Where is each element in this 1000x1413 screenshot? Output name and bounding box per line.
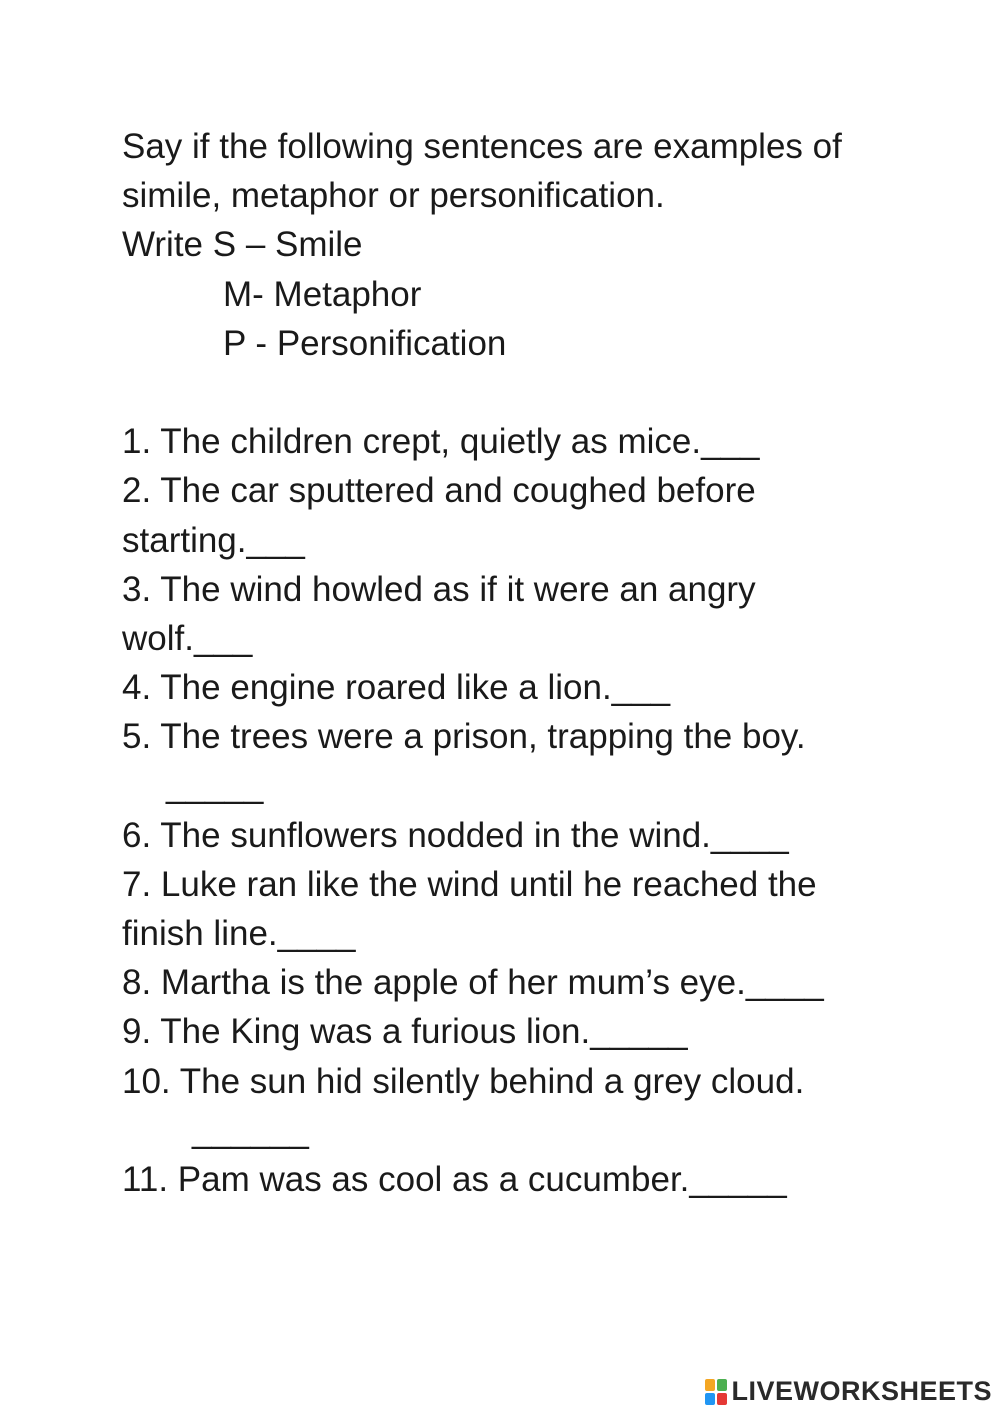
instruction-line-2: simile, metaphor or personification. [122, 176, 665, 216]
question-1: 1. The children crept, quietly as mice.___ [122, 422, 760, 462]
instruction-line-1: Say if the following sentences are examples of [122, 127, 842, 166]
question-11: 11. Pam was as cool as a cucumber._____ [122, 1159, 787, 1199]
logo-square-3 [705, 1393, 715, 1405]
question-4: 4. The engine roared like a lion.___ [122, 668, 671, 708]
logo-square-2 [717, 1379, 727, 1391]
question-8: 8. Martha is the apple of her mum’s eye.____ [122, 963, 824, 1003]
question-5-blank: _____ [166, 766, 264, 806]
question-10-blank: ______ [192, 1110, 309, 1150]
question-6: 6. The sunflowers nodded in the wind.____ [122, 815, 789, 855]
liveworksheets-brand[interactable] [705, 1376, 992, 1407]
question-7: 7. Luke ran like the wind until he reached the [122, 864, 817, 904]
question-5: 5. The trees were a prison, trapping the boy. [122, 717, 806, 757]
question-10: 10. The sun hid silently behind a grey cloud. [122, 1061, 805, 1101]
logo-square-4 [717, 1393, 727, 1405]
liveworksheets-logo-icon [705, 1379, 727, 1405]
question-3-continued: wolf.___ [122, 618, 253, 658]
spacer [122, 368, 922, 417]
brand-name: LIVEWORKSHEETS [731, 1376, 992, 1406]
question-3: 3. The wind howled as if it were an angry [122, 569, 756, 609]
instruction-line-3: Write S – Smile [122, 225, 363, 265]
logo-square-1 [705, 1379, 715, 1391]
instruction-line-5: P - Personification [223, 323, 507, 363]
question-2-continued: starting.___ [122, 520, 305, 560]
worksheet [122, 122, 922, 1204]
instruction-line-4: M- Metaphor [223, 274, 422, 314]
question-2: 2. The car sputtered and coughed before [122, 471, 756, 511]
question-7-continued: finish line.____ [122, 914, 356, 953]
question-9: 9. The King was a furious lion._____ [122, 1012, 688, 1052]
